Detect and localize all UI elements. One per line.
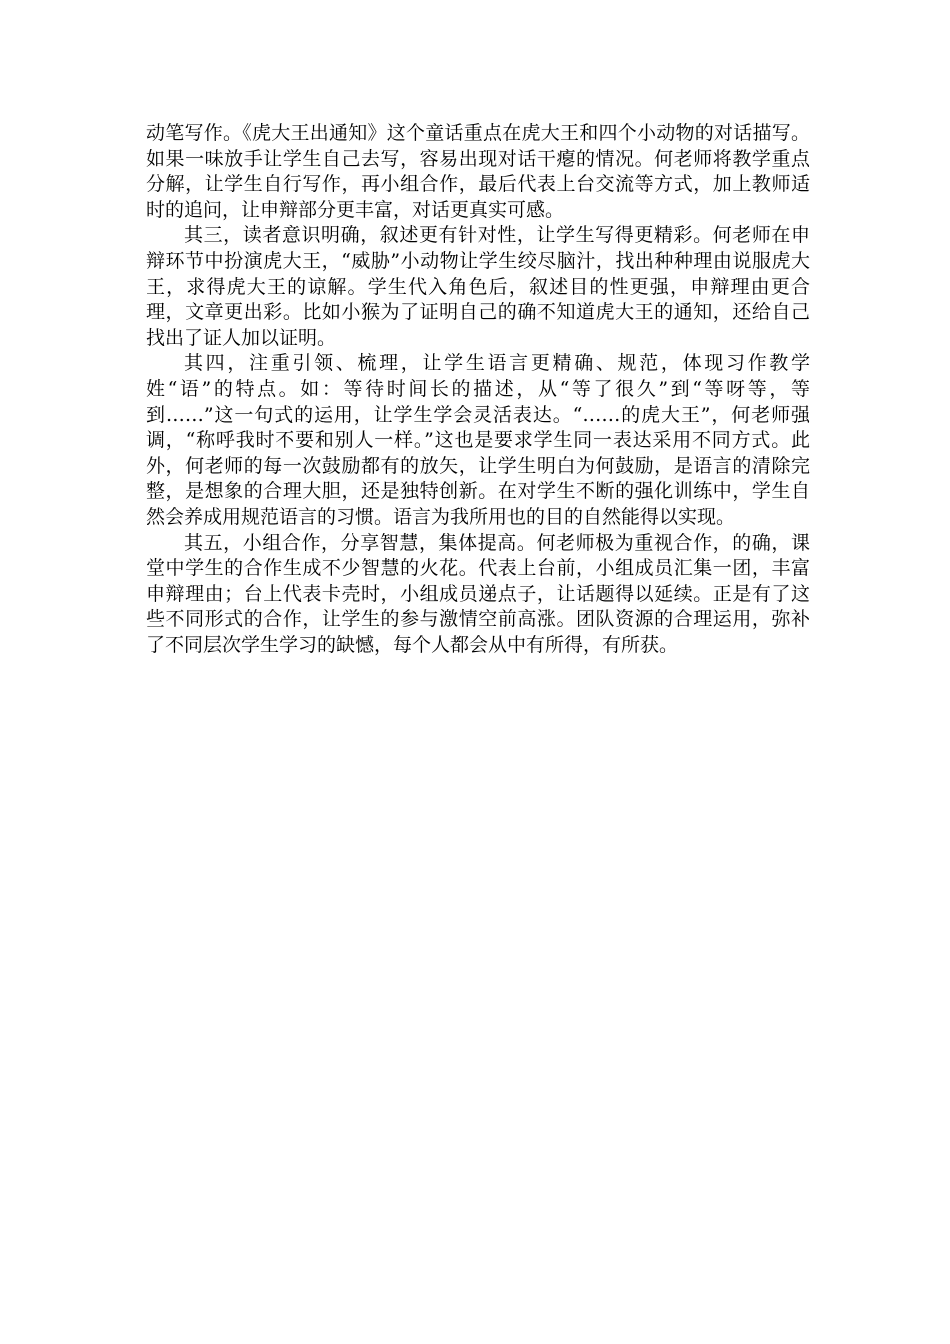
paragraph-point-five: 其五，小组合作，分享智慧，集体提高。何老师极为重视合作，的确，课堂中学生的合作生成不少智慧的火花。代表上台前，小组成员汇集一团，丰富申辩理由；台上代表卡壳时，小组成员递点子，让话题得以延续。正是有了这些不同形式的合作，让学生的参与激情空前高涨。团队资源的合理运用，弥补了不同层次学生学习的缺憾，每个人都会从中有所得，有所获。 xyxy=(146,531,810,656)
document-body xyxy=(146,121,810,658)
paragraph-continuation: 动笔写作。《虎大王出通知》这个童话重点在虎大王和四个小动物的对话描写。如果一味放手让学生自己去写，容易出现对话干瘪的情况。何老师将教学重点分解，让学生自行写作，再小组合作，最后代表上台交流等方式，加上教师适时的追问，让申辩部分更丰富，对话更真实可感。 xyxy=(146,122,810,221)
paragraph-point-three: 其三，读者意识明确，叙述更有针对性，让学生写得更精彩。何老师在申辩环节中扮演虎大王，“威胁”小动物让学生绞尽脑汁，找出种种理由说服虎大王，求得虎大王的谅解。学生代入角色后，叙述目的性更强，申辩理由更合理，文章更出彩。比如小猴为了证明自己的确不知道虎大王的通知，还给自己找出了证人加以证明。 xyxy=(146,224,810,349)
paragraph-point-four: 其四，注重引领、梳理，让学生语言更精确、规范，体现习作教学姓“语”的特点。如：等待时间长的描述，从“等了很久”到“等呀等，等到……”这一句式的运用，让学生学会灵活表达。“……的虎大王”，何老师强调，“称呼我时不要和别人一样。”这也是要求学生同一表达采用不同方式。此外，何老师的每一次鼓励都有的放矢，让学生明白为何鼓励，是语言的清除完整，是想象的合理大胆，还是独特创新。在对学生不断的强化训练中，学生自然会养成用规范语言的习惯。语言为我所用也的目的自然能得以实现。 xyxy=(146,352,810,528)
